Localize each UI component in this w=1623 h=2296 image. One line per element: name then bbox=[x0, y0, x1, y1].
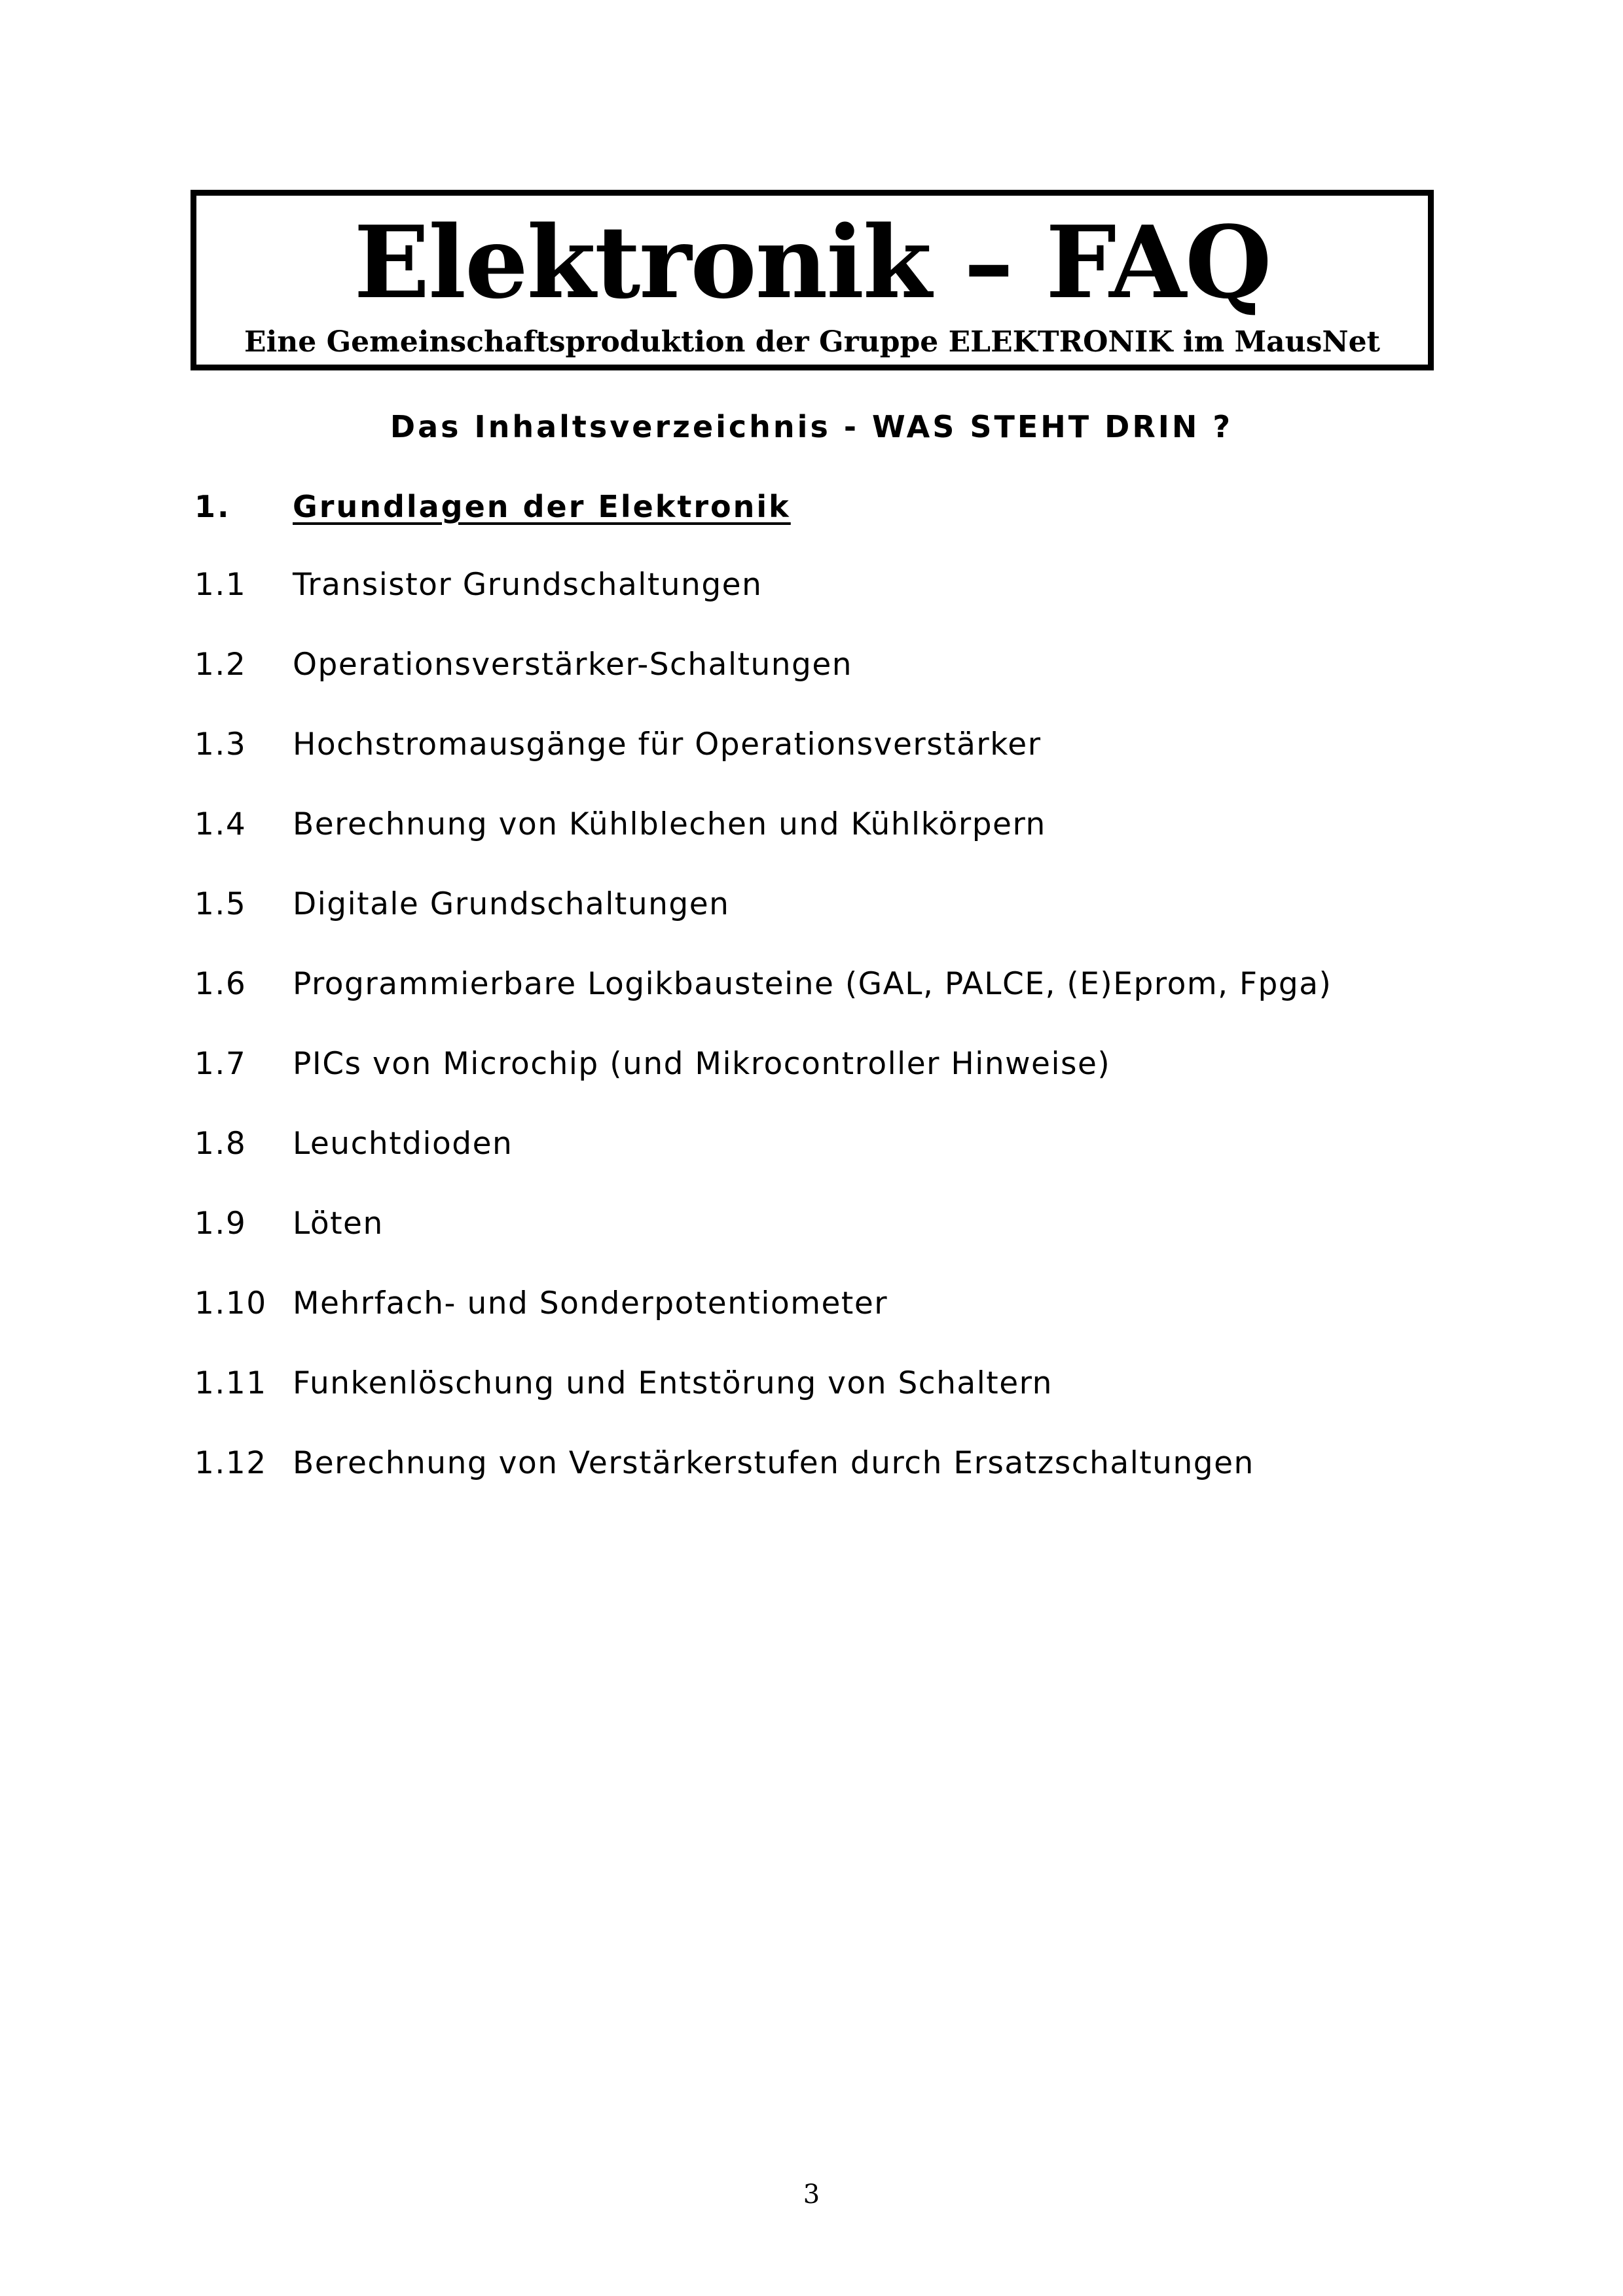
section-heading bbox=[194, 486, 791, 528]
toc-item-title: Transistor Grundschaltungen bbox=[293, 567, 763, 603]
toc-item-title: Digitale Grundschaltungen bbox=[293, 886, 730, 922]
toc-item-title: Hochstromausgänge für Operationsverstärker bbox=[293, 726, 1042, 762]
toc-item-number: 1.9 bbox=[194, 1206, 247, 1242]
toc-item-number: 1.11 bbox=[194, 1365, 267, 1401]
title-box bbox=[191, 190, 1434, 370]
toc-item bbox=[194, 644, 1332, 724]
toc-item bbox=[194, 804, 1332, 884]
toc-item bbox=[194, 963, 1332, 1043]
toc-item-number: 1.1 bbox=[194, 567, 247, 603]
toc-item bbox=[194, 1283, 1332, 1363]
toc-item bbox=[194, 884, 1332, 963]
toc-item-number: 1.2 bbox=[194, 647, 247, 683]
toc-item-number: 1.3 bbox=[194, 726, 247, 762]
toc-item bbox=[194, 564, 1332, 644]
toc-item-title: Funkenlöschung und Entstörung von Schaltern bbox=[293, 1365, 1053, 1401]
page-number: 3 bbox=[803, 2179, 820, 2210]
document-title: Elektronik – FAQ bbox=[354, 204, 1271, 321]
toc-item bbox=[194, 1043, 1332, 1123]
toc-item-number: 1.5 bbox=[194, 886, 247, 922]
toc-item-title: Operationsverstärker-Schaltungen bbox=[293, 647, 853, 683]
section-number: 1. bbox=[194, 489, 231, 524]
toc-item-number: 1.6 bbox=[194, 966, 247, 1002]
toc-item-title: Löten bbox=[293, 1206, 384, 1242]
toc-list bbox=[194, 564, 1332, 1522]
toc-item bbox=[194, 1123, 1332, 1203]
document-subtitle: Eine Gemeinschaftsproduktion der Gruppe ELEKTRONIK im MausNet bbox=[244, 325, 1380, 359]
toc-item-title: Leuchtdioden bbox=[293, 1126, 513, 1162]
toc-item-title: Berechnung von Kühlblechen und Kühlkörpern bbox=[293, 806, 1046, 842]
section-title: Grundlagen der Elektronik bbox=[293, 489, 791, 524]
toc-item-title: Mehrfach- und Sonderpotentiometer bbox=[293, 1285, 888, 1321]
toc-item bbox=[194, 724, 1332, 804]
toc-item-number: 1.8 bbox=[194, 1126, 247, 1162]
toc-item-title: Programmierbare Logikbausteine (GAL, PALCE, (E)Eprom, Fpga) bbox=[293, 966, 1332, 1002]
toc-item-number: 1.10 bbox=[194, 1285, 267, 1321]
toc-item bbox=[194, 1363, 1332, 1443]
toc-item-number: 1.7 bbox=[194, 1046, 247, 1082]
toc-item-title: PICs von Microchip (und Mikrocontroller Hinweise) bbox=[293, 1046, 1111, 1082]
toc-item-title: Berechnung von Verstärkerstufen durch Ersatzschaltungen bbox=[293, 1445, 1254, 1481]
toc-item bbox=[194, 1443, 1332, 1522]
toc-item bbox=[194, 1203, 1332, 1283]
toc-item-number: 1.12 bbox=[194, 1445, 267, 1481]
toc-heading: Das Inhaltsverzeichnis - WAS STEHT DRIN ? bbox=[390, 409, 1233, 444]
toc-item-number: 1.4 bbox=[194, 806, 247, 842]
